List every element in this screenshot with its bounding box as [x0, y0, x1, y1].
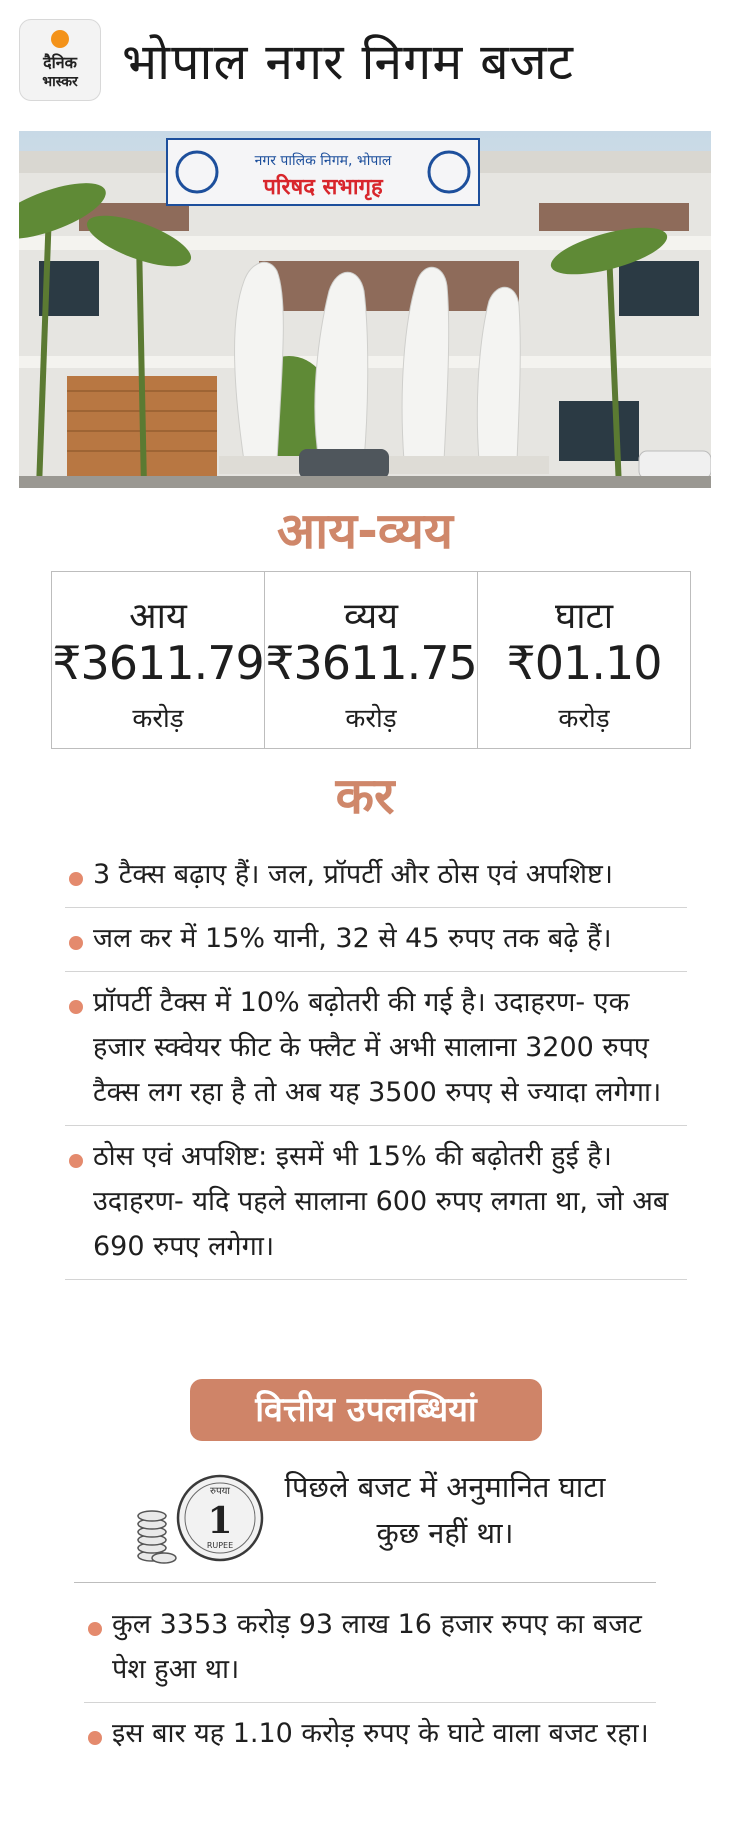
achievement-item-text: कुल 3353 करोड़ 93 लाख 16 हजार रुपए का बजट पेश हुआ था।	[112, 1609, 642, 1685]
bullet-icon	[69, 872, 83, 886]
deficit-column	[478, 572, 690, 748]
list-item	[65, 908, 687, 972]
coin-bottom-text: RUPEE	[206, 1541, 234, 1550]
deficit-unit: करोड़	[558, 704, 610, 734]
coins-icon	[136, 1466, 266, 1568]
expense-label: व्यय	[343, 596, 399, 637]
page-title: भोपाल नगर निगम बजट	[122, 33, 574, 91]
income-value: ₹3611.79	[52, 636, 264, 690]
tax-item-text: 3 टैक्स बढ़ाए हैं। जल, प्रॉपर्टी और ठोस एवं अपशिष्ट।	[93, 859, 614, 890]
dainik-bhaskar-logo	[19, 19, 101, 101]
list-item	[65, 972, 687, 1126]
tax-heading: कर	[335, 767, 395, 825]
header	[0, 0, 730, 120]
bullet-icon	[88, 1622, 102, 1636]
logo-line-2: भास्कर	[42, 74, 78, 90]
deficit-label: घाटा	[554, 596, 614, 637]
achievements-list	[84, 1594, 656, 1766]
expense-column	[265, 572, 478, 748]
coin-top-text: रुपया	[209, 1486, 231, 1497]
tax-item-text: जल कर में 15% यानी, 32 से 45 रुपए तक बढ़े हैं।	[93, 923, 612, 954]
tax-item-text: ठोस एवं अपशिष्ट: इसमें भी 15% की बढ़ोतरी हुई है। उदाहरण- यदि पहले सालाना 600 रुपए लगता था, जो अब 690 रुपए लगेगा।	[93, 1141, 669, 1262]
income-expense-heading: आय-व्यय	[277, 502, 453, 560]
income-label: आय	[129, 596, 187, 637]
list-item	[65, 1126, 687, 1280]
expense-unit: करोड़	[345, 704, 397, 734]
income-column	[52, 572, 265, 748]
income-unit: करोड़	[132, 704, 184, 734]
income-expense-table	[51, 571, 691, 749]
tax-list	[65, 844, 687, 1280]
deficit-value: ₹01.10	[506, 636, 662, 690]
list-item	[65, 844, 687, 908]
sun-dot-icon	[51, 30, 69, 48]
divider	[74, 1582, 656, 1583]
sign-main-text: परिषद सभागृह	[263, 175, 383, 200]
expense-value: ₹3611.75	[265, 636, 477, 690]
bullet-icon	[69, 936, 83, 950]
achievements-heading: वित्तीय उपलब्धियां	[190, 1379, 542, 1441]
bullet-icon	[69, 1154, 83, 1168]
achievement-item-text: इस बार यह 1.10 करोड़ रुपए के घाटे वाला बजट रहा।	[112, 1718, 649, 1749]
municipal-building-photo	[19, 131, 711, 488]
tax-item-text: प्रॉपर्टी टैक्स में 10% बढ़ोतरी की गई है। उदाहरण- एक हजार स्क्वेयर फीट के फ्लैट में अभी सालाना 3200 रुपए टैक्स लग रहा है तो अब यह 3500 रुपए से ज्यादा लगेगा।	[93, 987, 662, 1108]
bullet-icon	[88, 1731, 102, 1745]
bullet-icon	[69, 1000, 83, 1014]
previous-budget-note: पिछले बजट में अनुमानित घाटा कुछ नहीं था।	[284, 1470, 606, 1550]
list-item	[84, 1594, 656, 1703]
logo-line-1: दैनिक	[43, 53, 77, 72]
sign-top-text: नगर पालिक निगम, भोपाल	[254, 153, 392, 169]
list-item	[84, 1703, 656, 1766]
coin-numeral: 1	[207, 1500, 233, 1542]
